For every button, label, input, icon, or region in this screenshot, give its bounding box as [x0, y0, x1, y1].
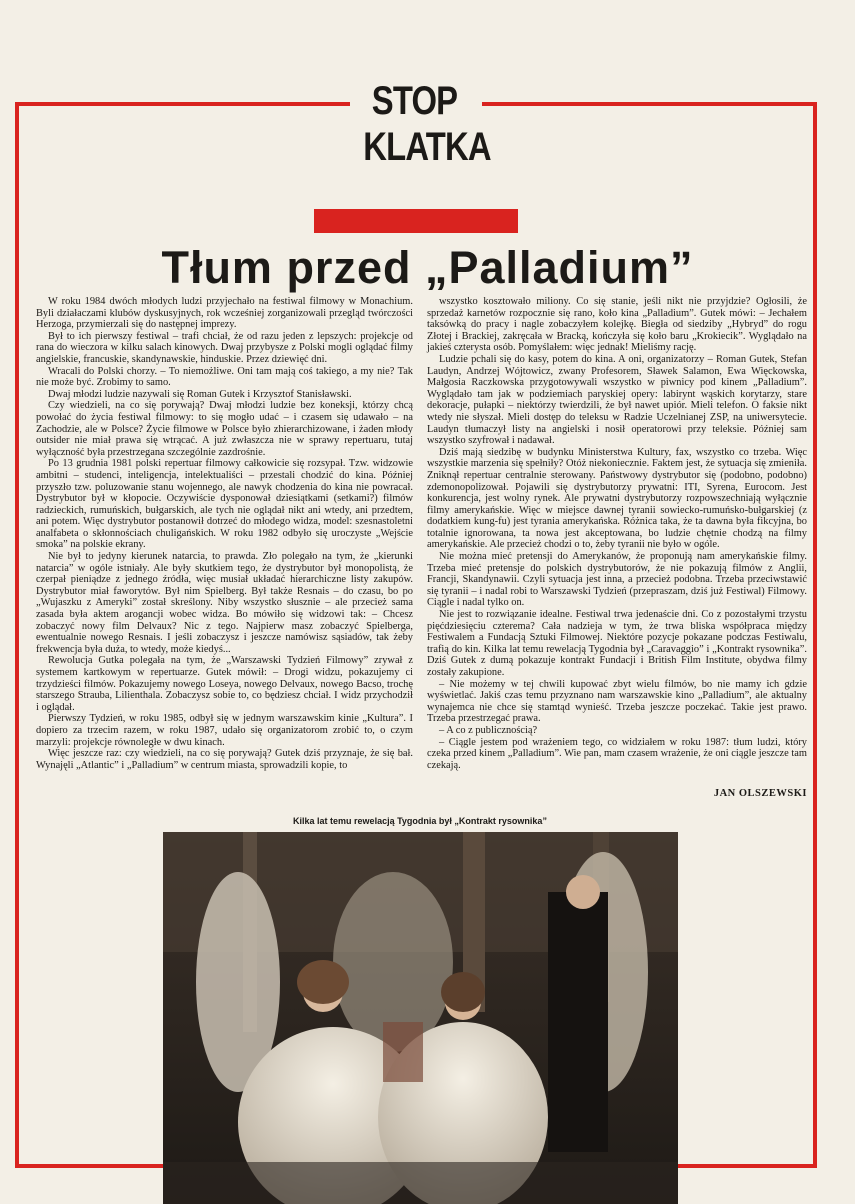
paragraph: – Nie możemy w tej chwili kupować zbyt wielu filmów, bo nie mamy ich gdzie wyświetlać. Jakiś czas temu przyznano nam warszawskie kino „Palladium”, ale aktualny wynajemca nie chce się stamtąd wynieść. Trzeba jeszcze poczekać. Takie jest prawo. Trzeba przestrzegać prawa. [427, 678, 807, 725]
photo-caption: Kilka lat temu rewelacją Tygodnia był „Kontrakt rysownika” [293, 816, 547, 826]
paragraph: Był to ich pierwszy festiwal – trafi chciał, że od razu jeden z lepszych: projekcje od rana do wieczora w kilku salach kinowych. Dwaj przybysze z Polski mogli oglądać filmy angielskie, francuskie, skandynawskie, hinduskie. Przez dziewięć dni. [36, 330, 413, 365]
paragraph: Więc jeszcze raz: czy wiedzieli, na co się porywają? Gutek dziś przyznaje, że się bał. Wynajęli „Atlantic” i „Palladium” w centrum miasta, sprowadzili kopie, to [36, 748, 413, 771]
red-rule-left [15, 102, 350, 106]
section-heading-line2: KLATKA [363, 125, 491, 169]
paragraph: Wracali do Polski chorzy. – To niemożliwe. Oni tam mają coś takiego, a my nie? Tak nie może być. Zrobimy to samo. [36, 365, 413, 389]
article-column-right [427, 296, 807, 771]
film-still-illustration [163, 832, 678, 1204]
paragraph: Dziś mają siedzibę w budynku Ministerstwa Kultury, fax, wszystko co trzeba. Więc wszystkie marzenia się spełniły? Otóż niekoniecznie. Faktem jest, że sytuacja się zmieniła. Zniknął repertuar centralnie sterowany. Państwowy dystrybutor się (podobno, podobno) zdemonopolizował. Pojawili się dystrybutorzy prywatni: ITI, Syrena, Eurocom. Jest konkurencja, jest wolny rynek. Ale prywatni dystrybutorzy rozpowszechniają wyłącznie filmy amerykańskie. Więc w miejsce dawnej tyranii sowiecko-rumuńsko-bułgarskiej (z dodatkiem kung-fu) jest tyrania amerykańska. Różnica taka, że ta dawna była fikcyjna, bo totalnie ignorowana, ta nowa jest akceptowana, bo ludzie chętnie chodzą na filmy amerykańskie. Ale przecież chodzi o to, żeby tyranii nie było w ogóle. [427, 446, 807, 551]
paragraph: W roku 1984 dwóch młodych ludzi przyjechało na festiwal filmowy w Monachium. Byli działaczami klubów dyskusyjnych, rok wcześniej zorganizowali przegląd twórczości Herzoga, przymierzali się do następnej imprezy. [36, 296, 413, 331]
paragraph: Po 13 grudnia 1981 polski repertuar filmowy całkowicie się rozsypał. Tzw. widzowie ambitni – studenci, inteligencja, intelektualiści – przestali chodzić do kina. Później przyszło tzw. poluzowanie stanu wojennego, ale nawyk chodzenia do kina nie powracał. Dystrybutor był w kłopocie. Oczywiście dysponował dziesiątkami (setkami?) filmów radzieckich, rumuńskich, bułgarskich, ale tych nie oglądał nikt ani wtedy, ani przedtem, ani potem. Więc dystrybutor postanowił dotrzeć do młodego widza, model: szesnastoletni analfabeta o skłonnościach chuligańskich. W roku 1982 odbyło się uroczyste „Wejście smoka” na polskie ekrany. [36, 458, 413, 551]
paragraph: Dwaj młodzi ludzie nazywali się Roman Gutek i Krzysztof Stanisławski. [48, 388, 352, 400]
paragraph: wszystko kosztowało miliony. Co się stanie, jeśli nikt nie przyjdzie? Ogłosili, że sprzedaż karnetów rozpocznie się rano, koło kina „Palladium”. Gutek mówi: – Jechałem taksówką do pracy i nagle zobaczyłem kolejkę. Biegła od siedziby „Hybryd” do rogu Złotej i Brackiej, zakręcała w Bracką, kończyła się koło baru „Krokiecik”. Wyglądało na jakieś czterysta osób. Pomyślałem: więc jednak! Mieliśmy rację. [427, 296, 807, 354]
paragraph: Czy wiedzieli, na co się porywają? Dwaj młodzi ludzie bez koneksji, którzy chcą powołać do życia festiwal filmowy: to się mogło udać – i czasem się udawało – na Zachodzie, ale w Polsce? Życie filmowe w Polsce było zhierarchizowane, i żaden młody outsider nie miał prawa się wtrącać. A już zwłaszcza nie w sprawy repertuaru, tutaj wyłączność była przestrzegana szczególnie zazdrośnie. [36, 400, 413, 458]
section-heading [363, 78, 491, 170]
article-headline: Tłum przed „Palladium” [161, 242, 694, 293]
red-accent-bar [314, 209, 518, 233]
article-column-left [36, 296, 413, 771]
film-still-photo [163, 832, 678, 1204]
author-byline: JAN OLSZEWSKI [713, 788, 807, 799]
paragraph: Nie był to jedyny kierunek natarcia, to prawda. Zło polegało na tym, że „kierunki natarcia” w ogóle istniały. Ale były skutkiem tego, że dystrybutor był monopolistą, że czerpał pieniądze z jednego źródła, więc musiał układać hierarchiczne listy zakupów. Dystrybutor miał faworytów. Był nim Spielberg. Był także Resnais – do czasu, bo po „Wujaszku z Ameryki” został skreślony. Niby wszystko słusznie – ale przecież sama zasada była aktem arogancji wobec widza. Bo mówiło się widzowi tak: – Chcesz zobaczyć nowy film Delvaux? Nic z tego. Najpierw masz zobaczyć Spielberga, ewentualnie nowego Resnais. I jeśli zobaczysz i jeszcze namówisz sąsiadów, tak żeby frekwencja była duża, to wtedy, może kiedyś... [36, 551, 413, 655]
paragraph: Ludzie pchali się do kasy, potem do kina. A oni, organizatorzy – Roman Gutek, Stefan Laudyn, Andrzej Wójtowicz, zwany Profesorem, Sławek Salamon, Ewa Więckowska, Małgosia Raczkowska przygotowywali wszystko w piwnicy pod kinem „Palladium”. Wyglądało tam jak w podziemiach paryskiej opery: labirynt wąskich korytarzy, stare dekoracje, pułapki – niektórzy twierdzili, że był nawet upiór. Mieli telefon. O faksie nikt wtedy nie słyszał. Mieli dostęp do teleksu w Radzie Uczelnianej ZSP, na uniwersytecie. Laudyn tłumaczył listy na angielski i nosił operatorowi przy teleksie. Później sam wszystko szyfrował i nadawał. [427, 353, 807, 447]
paragraph: Nie jest to rozwiązanie idealne. Festiwal trwa jedenaście dni. Co z pozostałymi trzystu pięćdziesięciu czterema? Cała nadzieja w tym, że trwa bliska współpraca między Festiwalem a Fundacją Sztuki Filmowej. Niektóre pozycje pokazane podczas Festiwalu, trafią do kin. Kilka lat temu rewelacją Tygodnia był „Caravaggio” i „Kontrakt rysownika”. Dziś Gutek z dumą pokazuje kontrakt Fundacji i British Film Institute, obydwa filmy zostały zakupione. [427, 609, 807, 678]
paragraph: – A co z publicznością? [439, 724, 538, 736]
paragraph: – Ciągle jestem pod wrażeniem tego, co widziałem w roku 1987: tłum ludzi, który czeka przed kinem „Palladium”. Wie pan, mam czasem wrażenie, że oni ciągle jeszcze tam czekają. [427, 736, 807, 771]
section-heading-line1: STOP [371, 79, 458, 123]
paragraph: Rewolucja Gutka polegała na tym, że „Warszawski Tydzień Filmowy” zrywał z systemem kartkowym w repertuarze. Gutek mówił: – Drogi widzu, pokazujemy ci trzydzieści filmów. Pokazujemy nowego Loseya, nowego Delvaux, nowego Bacso, trochę starszego Strauba, Lilienthala. Zobaczysz sobie to, co będziesz chciał. I widz przychodził i oglądał. [36, 655, 413, 713]
red-rule-right [482, 102, 813, 106]
paragraph: Pierwszy Tydzień, w roku 1985, odbył się w jednym warszawskim kinie „Kultura”. I dopiero za trzecim razem, w roku 1987, udało się organizatorom zrobić to, o czym marzyli: projekcje równoległe w dwu kinach. [36, 713, 413, 748]
paragraph: Nie można mieć pretensji do Amerykanów, że proponują nam amerykańskie filmy. Trzeba mieć pretensje do polskich dystrybutorów, że nie pokazują filmów z Anglii, Francji, Skandynawii. Czyli sytuacja jest inna, a przecież podobna. Trzeba przeciwstawić się tyranii – i nadal robi to Warszawski Tydzień (przepraszam, dziś już Festiwal) Filmowy. Ciągle i nadal tylko on. [427, 551, 807, 609]
